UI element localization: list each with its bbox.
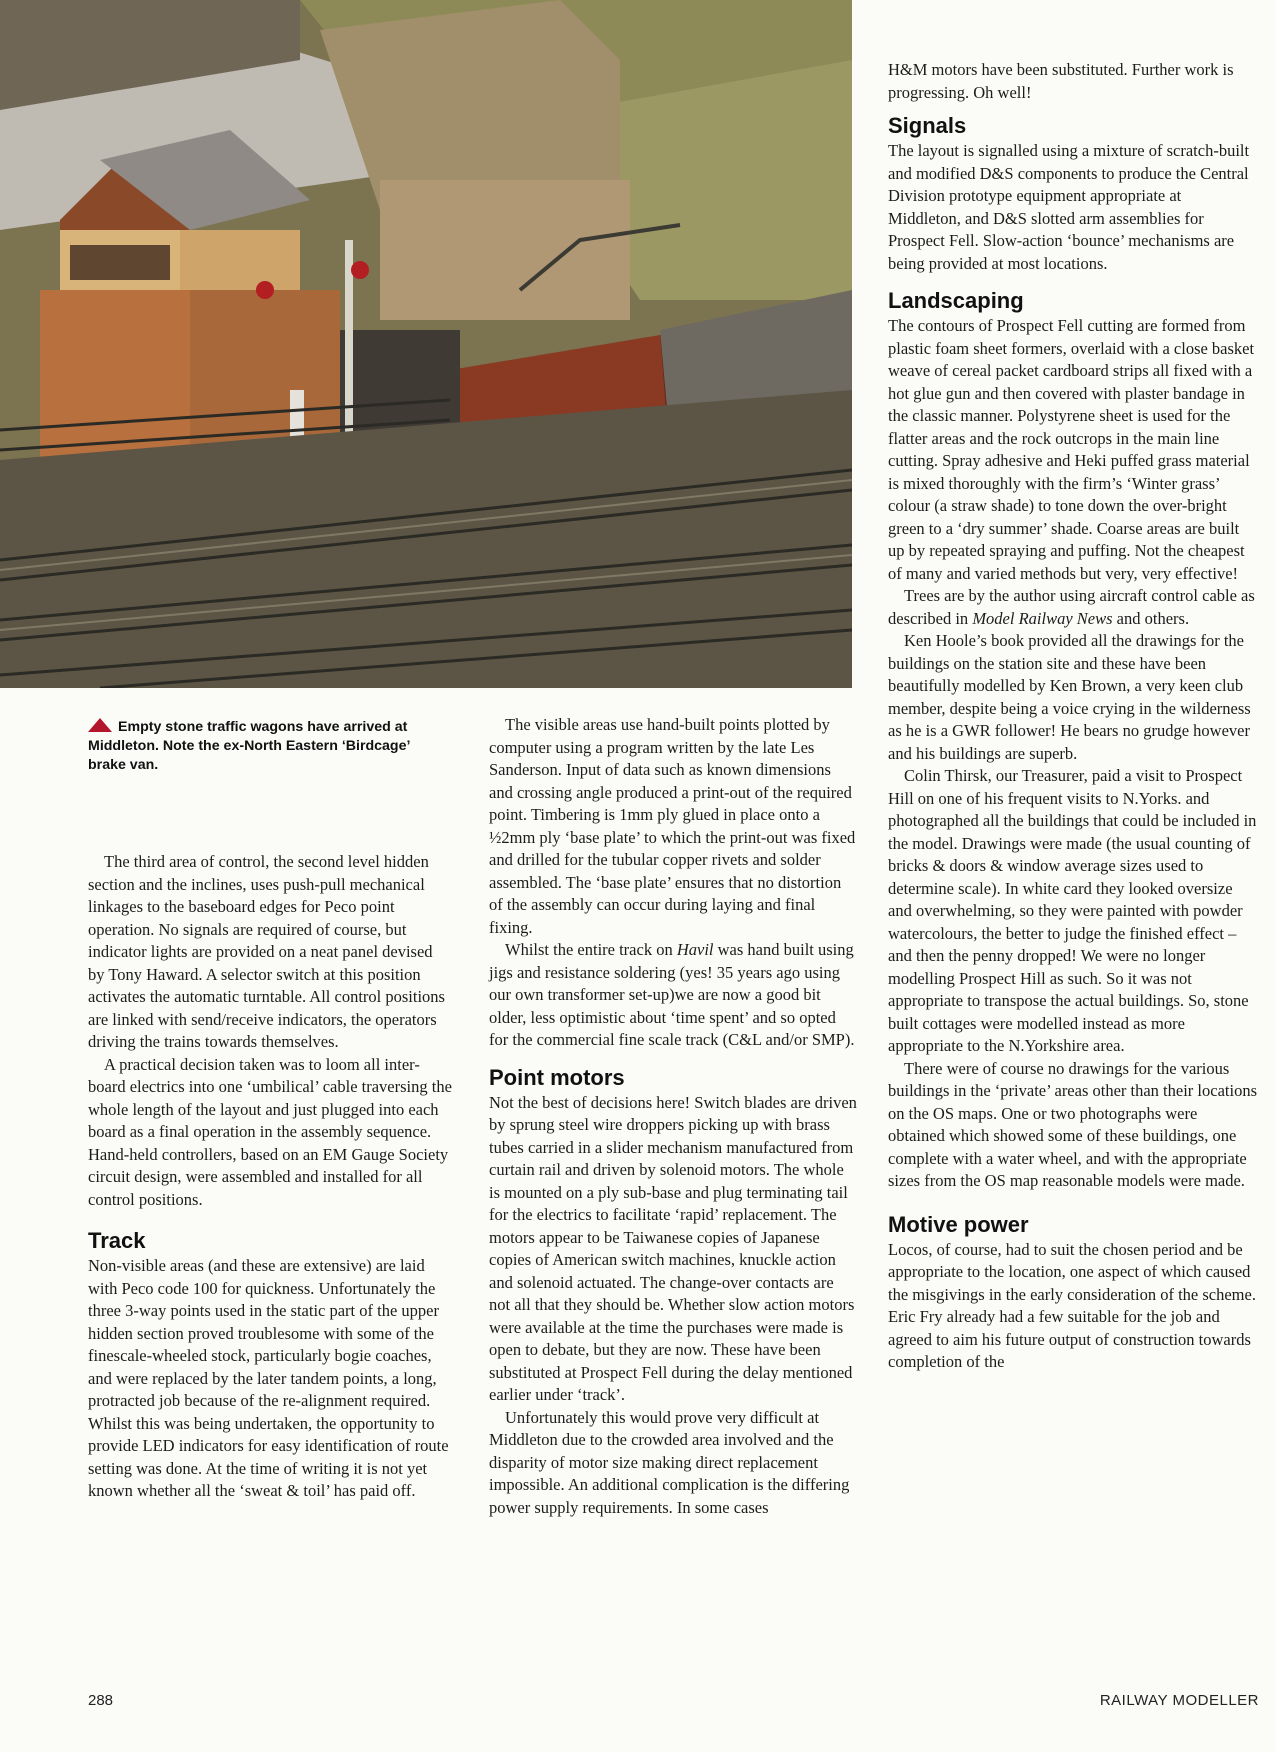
- paragraph: Non-visible areas (and these are extensive) are laid with Peco code 100 for quickness. Unfortunately the three 3-way points used in the static part of the upper hidden section proved troublesome with some of the finescale-wheeled stock, particularly bogie coaches, and were replaced by the later tandem points, a long, protracted job because of the re-alignment required. Whilst this was being undertaken, the opportunity to provide LED indicators for easy identification of route setting was done. At the time of writing it is not yet known whether all the ‘sweat & toil’ has paid off.: [88, 1256, 449, 1500]
- text-run: Trees are by the author using aircraft control cable as described in: [888, 586, 1255, 628]
- paragraph: [888, 585, 1258, 630]
- heading-signals: Signals: [888, 113, 967, 138]
- column-1: [88, 851, 452, 1503]
- italic-title: Model Railway News: [972, 608, 1113, 628]
- italic-title: Havil: [676, 940, 714, 959]
- text-run: Whilst the entire track on: [505, 940, 677, 959]
- column-3: [888, 59, 1258, 1374]
- heading-point-motors: Point motors: [489, 1064, 625, 1090]
- caption-text: Empty stone traffic wagons have arrived at Middleton. Note the ex-North Eastern ‘Birdcage’ brake van.: [88, 719, 410, 773]
- paragraph: The visible areas use hand-built points plotted by computer using a program written by the late Les Sanderson. Input of data such as known dimensions and crossing angle produced a print-out of the required point. Timbering is 1mm ply glued in place onto a ½2mm ply ‘base plate’ to which the print-out was fixed and drilled for the tubular copper rivets and solder assembled. The ‘base plate’ ensures that no distortion of the assembly can occur during laying and final fixing.: [489, 715, 856, 937]
- text-run: and others.: [1112, 608, 1190, 628]
- paragraph: A practical decision taken was to loom all inter-board electrics into one ‘umbilical’ cable traversing the whole length of the layout and just plugged into each board as a final operation in the assembly sequence. Hand-held controllers, based on an EM Gauge Society circuit design, were assembled and installed for all control positions.: [88, 1054, 452, 1209]
- red-triangle-icon: [88, 718, 112, 732]
- page-number: 288: [88, 1692, 114, 1709]
- paragraph: [489, 939, 857, 1052]
- paragraph: There were of course no drawings for the various buildings in the ‘private’ areas other than their locations on the OS maps. One or two photographs were obtained which showed some of these buildings, one complete with a water wheel, and with the appropriate sizes from the OS map reasonable models were made.: [888, 1058, 1257, 1190]
- paragraph: H&M motors have been substituted. Further work is progressing. Oh well!: [888, 60, 1234, 102]
- paragraph: Ken Hoole’s book provided all the drawings for the buildings on the station site and these have been beautifully modelled by Ken Brown, a very keen club member, despite being a voice crying in the wilderness as he is a GWR follower! He bears no grudge however and his buildings are superb.: [888, 631, 1251, 763]
- heading-track: Track: [88, 1228, 146, 1253]
- paragraph: Not the best of decisions here! Switch blades are driven by sprung steel wire droppers picking up with brass tubes carried in a slider mechanism manufactured from curtain rail and driven by solenoid motors. The whole is mounted on a ply sub-base and plug terminating tail for the electrics to facilitate ‘rapid’ replacement. The motors appear to be Taiwanese copies of Japanese copies of American switch machines, knuckle action and solenoid actuated. The change-over contacts are not all that they should be. Whether slow action motors were available at the time the purchases were made is open to debate, but they are now. These have been substituted at Prospect Fell during the delay mentioned earlier under ‘track’.: [489, 1092, 857, 1404]
- paragraph: The contours of Prospect Fell cutting are formed from plastic foam sheet formers, overlaid with a close basket weave of cereal packet cardboard strips all fixed with a hot glue gun and then covered with plaster bandage in the classic manner. Polystyrene sheet is used for the flatter areas and the rock outcrops in the main line cutting. Spray adhesive and Heki puffed grass material is mixed thoroughly with the firm’s ‘Winter grass’ colour (a straw shade) to tone down the over-bright green to a ‘dry summer’ shade. Coarse areas are built up by repeated spraying and puffing. Not the cheapest of many and varied methods but very, very effective!: [888, 316, 1255, 583]
- model-railway-photo: [0, 0, 852, 688]
- photo-caption: [88, 718, 448, 775]
- column-2: [489, 714, 857, 1519]
- text-run: was hand built using jigs and resistance soldering (yes! 35 years ago using our own transformer set-up)we are now a good bit older, less optimistic about ‘time spent’ and so opted for the commercial fine scale track (C&L and/or SMP).: [489, 940, 855, 1049]
- paragraph: The third area of control, the second level hidden section and the inclines, uses push-pull mechanical linkages to the baseboard edges for Peco point operation. No signals are required of course, but indicator lights are provided on a neat panel devised by Tony Haward. A selector switch at this position activates the automatic turntable. All control positions are linked with send/receive indicators, the operators driving the trains towards themselves.: [88, 852, 445, 1051]
- heading-motive-power: Motive power: [888, 1211, 1029, 1237]
- paragraph: Unfortunately this would prove very difficult at Middleton due to the crowded area involved and the disparity of motor size making direct replacement impossible. An additional complication is the differing power supply requirements. In some cases: [489, 1407, 850, 1517]
- paragraph: The layout is signalled using a mixture of scratch-built and modified D&S components to produce the Central Division prototype equipment appropriate at Middleton, and D&S slotted arm assemblies for Prospect Fell. Slow-action ‘bounce’ mechanisms are being provided at most locations.: [888, 141, 1250, 273]
- paragraph: Locos, of course, had to suit the chosen period and be appropriate to the location, one aspect of which caused the misgivings in the early consideration of the scheme. Eric Fry already had a few suitable for the job and agreed to aim his future output of construction towards completion of the: [888, 1239, 1256, 1371]
- paragraph: Colin Thirsk, our Treasurer, paid a visit to Prospect Hill on one of his frequent visits to N.Yorks. and photographed all the buildings that could be included in the model. Drawings were made (the usual counting of bricks & doors & window average sizes used to determine scale). In white card they looked oversize and overwhelming, so they were painted with powder watercolours, the better to judge the finished effect – and then the penny dropped! We were no longer modelling Prospect Hill as such. So it was not appropriate to transpose the actual buildings. So, stone built cottages were modelled instead as more appropriate to the N.Yorkshire area.: [888, 766, 1257, 1055]
- heading-landscaping: Landscaping: [888, 288, 1024, 313]
- magazine-name: RAILWAY MODELLER: [1099, 1692, 1259, 1709]
